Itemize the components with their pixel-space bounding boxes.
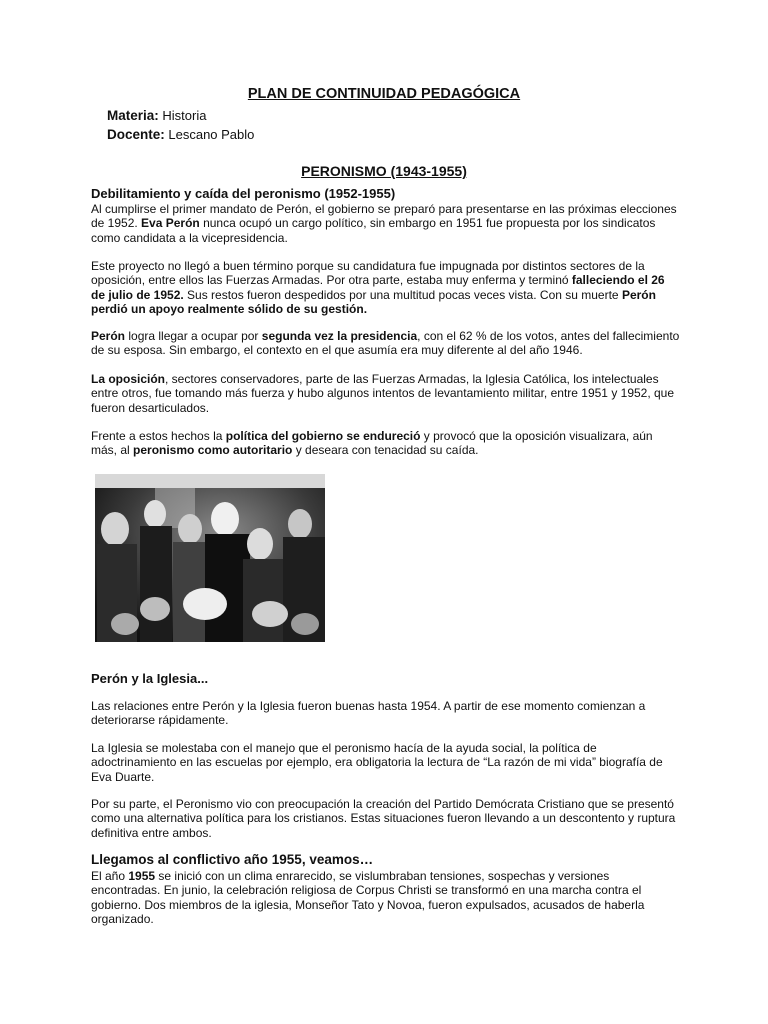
text-run: nunca ocupó un cargo político, sin embargo en 1951 fue propuesta por los sindicatos como candidata a la vicepresidencia. [91,216,656,245]
bold-text-run: segunda vez la presidencia [261,329,418,343]
paragraph [91,797,681,840]
docente-label: Docente: [107,127,165,142]
bold-text-run: La oposición [91,372,166,386]
bold-text-run: Perón perdió un apoyo realmente sólido de su gestión. [91,287,656,316]
paragraph [91,329,681,358]
text-run: Frente a estos hechos la [91,429,226,443]
text-run: y deseara con tenacidad su caída. [292,443,479,458]
bold-text-run: 1955 [128,869,156,883]
text-run: , sectores conservadores, parte de las Fuerzas Armadas, la Iglesia Católica, los intelectuales entre otros, fue tomando más fuerza y hubo algunos intentos de levantamiento militar, entre 1951 y 1952, que fueron desarticulados. [91,372,675,415]
heading-peron-iglesia: Perón y la Iglesia... [91,671,209,686]
heading-debilitamiento: Debilitamiento y caída del peronismo (1952-1955) [91,186,396,201]
docente-line [107,127,254,142]
text-run: , con el 62 % de los votos, antes del fallecimiento de su esposa. Sin embargo, el contexto en el que asumía era muy diferente al del año 1946. [91,329,680,358]
docente-value: Lescano Pablo [164,127,255,142]
text-run: El año [91,869,129,883]
bold-text-run: Perón [91,329,126,343]
bold-text-run: Eva Perón [141,216,200,231]
paragraph [91,372,681,415]
paragraph [91,202,681,245]
materia-value: Historia [158,108,207,123]
bold-text-run: política del gobierno se endureció [225,429,421,443]
section-subtitle: PERONISMO (1943-1955) [301,163,467,179]
paragraph [91,699,681,728]
paragraph [91,741,681,784]
text-run: Por su parte, el Peronismo vio con preocupación la creación del Partido Demócrata Cristiano que se presentó como una alternativa política para los cristianos. Estas situaciones fueron llevando a un descontento y ruptura definitiva entre ambos. [91,797,676,840]
text-run: y provocó que la oposición visualizara, aún más, al [91,429,653,458]
text-run: La Iglesia se molestaba con el manejo que el peronismo hacía de la ayuda social, la política de adoctrinamiento en las escuelas por ejemplo, era obligatoria la lectura de “La razón de mi vida” biografía de Eva Duarte. [91,741,663,784]
heading-conflicto-1955: Llegamos al conflictivo año 1955, veamos… [91,852,374,867]
materia-line [107,108,206,123]
text-run: Este proyecto no llegó a buen término porque su candidatura fue impugnada por distintos sectores de la oposición, entre ellos las Fuerzas Armadas. Por otra parte, estaba muy enferma y terminó [91,259,645,288]
bold-text-run: falleciendo el 26 de julio de 1952. [91,273,665,302]
document-title: PLAN DE CONTINUIDAD PEDAGÓGICA [247,86,521,102]
text-run: Sus restos fueron despedidos por una multitud pocas veces vista. Con su muerte [183,287,622,302]
text-run: Las relaciones entre Perón y la Iglesia fueron buenas hasta 1954. A partir de ese momento comienzan a deteriorarse rápidamente. [91,699,646,728]
text-run: se inició con un clima enrarecido, se vislumbraban tensiones, sospechas y versiones encontradas. En junio, la celebración religiosa de Corpus Christi se transformó en una marcha contra el gobierno. Dos miembros de la iglesia, Monseñor Tato y Novoa, fueron expulsados, acusados de haberla organizado. [91,869,645,926]
paragraph [91,869,681,926]
historical-crowd-photo [95,474,325,642]
paragraph [91,259,681,316]
crowd-photo-illustration [95,474,325,642]
paragraph [91,429,681,458]
text-run: logra llegar a ocupar por [125,329,262,343]
text-run: Al cumplirse el primer mandato de Perón, el gobierno se preparó para presentarse en las próximas elecciones de 1952. [91,202,677,231]
bold-text-run: peronismo como autoritario [133,443,293,458]
materia-label: Materia: [107,108,159,123]
